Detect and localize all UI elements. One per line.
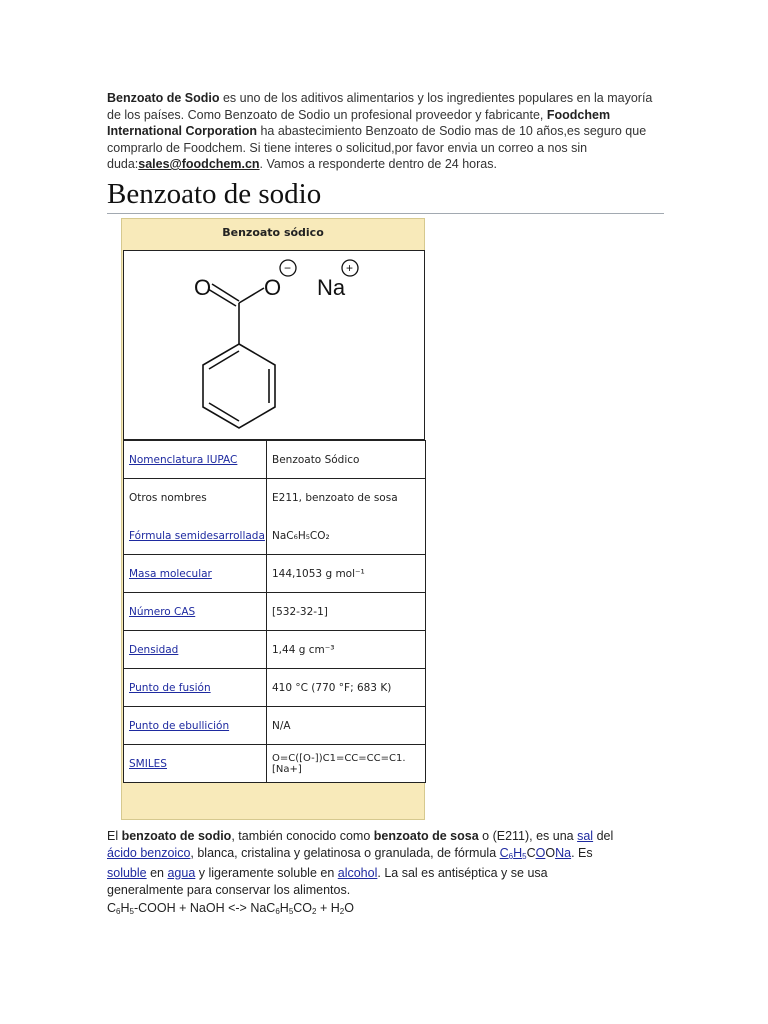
row-key-link[interactable]: Masa molecular	[129, 567, 212, 580]
body-bold-alias: benzoato de sosa	[373, 829, 479, 843]
intro-text-3: . Vamos a responderte dentro de 24 horas.	[259, 157, 497, 171]
ring-double-2	[209, 403, 239, 421]
row-key-link[interactable]: SMILES	[129, 757, 167, 770]
formula-part: C	[499, 845, 509, 860]
link-formula-o[interactable]: O	[535, 845, 546, 860]
body-text: , blanca, cristalina y gelatinosa o granulada, de fórmula	[190, 845, 500, 860]
eq-sub: 5	[129, 907, 134, 916]
body-text: . La sal es antiséptica y se usa generalmente para conservar los alimentos.	[107, 866, 548, 897]
row-value: E211, benzoato de sosa	[272, 491, 398, 504]
row-value: 144,1053 g mol⁻¹	[267, 555, 426, 593]
intro-bold-product: Benzoato de Sodio	[107, 91, 220, 105]
sodium-label: Na	[317, 275, 346, 300]
body-text: o (E211), es una	[478, 829, 578, 843]
eq-part: O	[344, 901, 354, 915]
eq-part: CO	[293, 901, 313, 915]
oxygen-label-1: O	[194, 275, 212, 300]
infobox-title: Benzoato sódico	[222, 226, 324, 239]
table-row	[124, 745, 426, 783]
eq-sub: 6	[116, 907, 121, 916]
benzoate-structure-diagram	[124, 251, 424, 439]
oxygen-label-2: O	[264, 275, 282, 300]
row-value: 1,44 g cm⁻³	[267, 631, 426, 669]
table-row	[124, 631, 426, 669]
negative-charge-icon: −	[284, 261, 292, 275]
ring-double-3	[209, 351, 239, 369]
link-formula-c[interactable]	[500, 846, 513, 860]
table-row	[124, 479, 426, 555]
formula-sub: 6	[508, 851, 514, 861]
body-text: en	[146, 866, 168, 880]
intro-bold-company: Foodchem International Corporation	[107, 107, 611, 138]
body-text: El	[107, 829, 122, 843]
row-key-link[interactable]: Punto de ebullición	[129, 719, 230, 732]
bond-co-double-1	[208, 289, 236, 306]
eq-sub: 2	[312, 907, 317, 916]
properties-table	[123, 440, 426, 783]
formula-part: O	[545, 845, 556, 860]
row-key-link[interactable]: Número CAS	[129, 605, 196, 618]
table-row	[124, 707, 426, 745]
link-sal[interactable]: sal	[577, 829, 594, 843]
table-row	[124, 441, 426, 479]
row-key-link[interactable]: Densidad	[129, 643, 179, 656]
link-agua[interactable]: agua	[167, 866, 196, 880]
eq-sub: 6	[275, 907, 280, 916]
table-row	[124, 555, 426, 593]
email-link[interactable]: sales@foodchem.cn	[138, 157, 260, 171]
row-key-link[interactable]: Fórmula semidesarrollada	[129, 529, 265, 542]
body-text: . Es	[571, 845, 593, 860]
body-text: y ligeramente soluble en	[195, 866, 338, 880]
intro-paragraph	[107, 90, 667, 173]
formula-sub: 5	[522, 851, 527, 861]
eq-part: H	[279, 901, 289, 915]
eq-sub: 2	[339, 907, 345, 916]
row-value: NaC₆H₅CO₂	[272, 529, 330, 542]
formula-part: H	[513, 845, 523, 860]
row-key-link[interactable]: Punto de fusión	[129, 681, 211, 694]
structure-image-cell	[123, 250, 425, 440]
row-value: [532-32-1]	[267, 593, 426, 631]
link-soluble[interactable]: soluble	[107, 866, 147, 880]
body-text: , también conocido como	[231, 829, 374, 843]
row-key-text: Otros nombres	[129, 491, 207, 504]
body-bold-name: benzoato de sodio	[121, 829, 232, 843]
infobox	[121, 218, 425, 820]
bond-co-single	[239, 288, 264, 303]
eq-part: -COOH + NaOH <-> NaC	[133, 901, 276, 915]
link-alcohol[interactable]: alcohol	[337, 866, 378, 880]
body-text: del	[593, 829, 614, 843]
row-key-link[interactable]: Nomenclatura IUPAC	[129, 453, 238, 466]
table-row	[124, 593, 426, 631]
title-divider	[107, 213, 664, 214]
link-formula-na[interactable]: Na	[555, 845, 572, 860]
structure-bonds	[203, 284, 275, 428]
formula-part: C	[526, 845, 536, 860]
eq-sub: 5	[288, 907, 294, 916]
reaction-equation	[107, 901, 354, 916]
positive-charge-icon: +	[346, 261, 354, 275]
eq-part: H	[120, 901, 130, 915]
intro-text-1: es uno de los aditivos alimentarios y los ingredientes populares en la mayoría de los países. Como Benzoato de Sodio un profesional proveedor y fabricante,	[107, 91, 653, 122]
description-paragraph	[107, 828, 627, 898]
row-value: O=C([O-])C1=CC=CC=C1.[Na+]	[267, 745, 426, 783]
eq-part: C	[107, 901, 117, 915]
row-value: Benzoato Sódico	[267, 441, 426, 479]
row-value: N/A	[267, 707, 426, 745]
intro-text-2: ha abastecimiento Benzoato de Sodio mas de 10 años,es seguro que comprarlo de Foodchem. Si tiene interes o solicitud,por favor envia un correo a nos sin duda:	[107, 124, 647, 171]
link-acido-benzoico[interactable]: ácido benzoico	[107, 845, 191, 860]
page-title: Benzoato de sodio	[107, 178, 322, 210]
link-formula-h[interactable]	[513, 846, 526, 860]
bond-co-double-2	[212, 284, 239, 301]
row-value: 410 °C (770 °F; 683 K)	[267, 669, 426, 707]
benzene-ring	[203, 344, 275, 428]
table-row	[124, 669, 426, 707]
eq-part: + H	[316, 901, 340, 915]
